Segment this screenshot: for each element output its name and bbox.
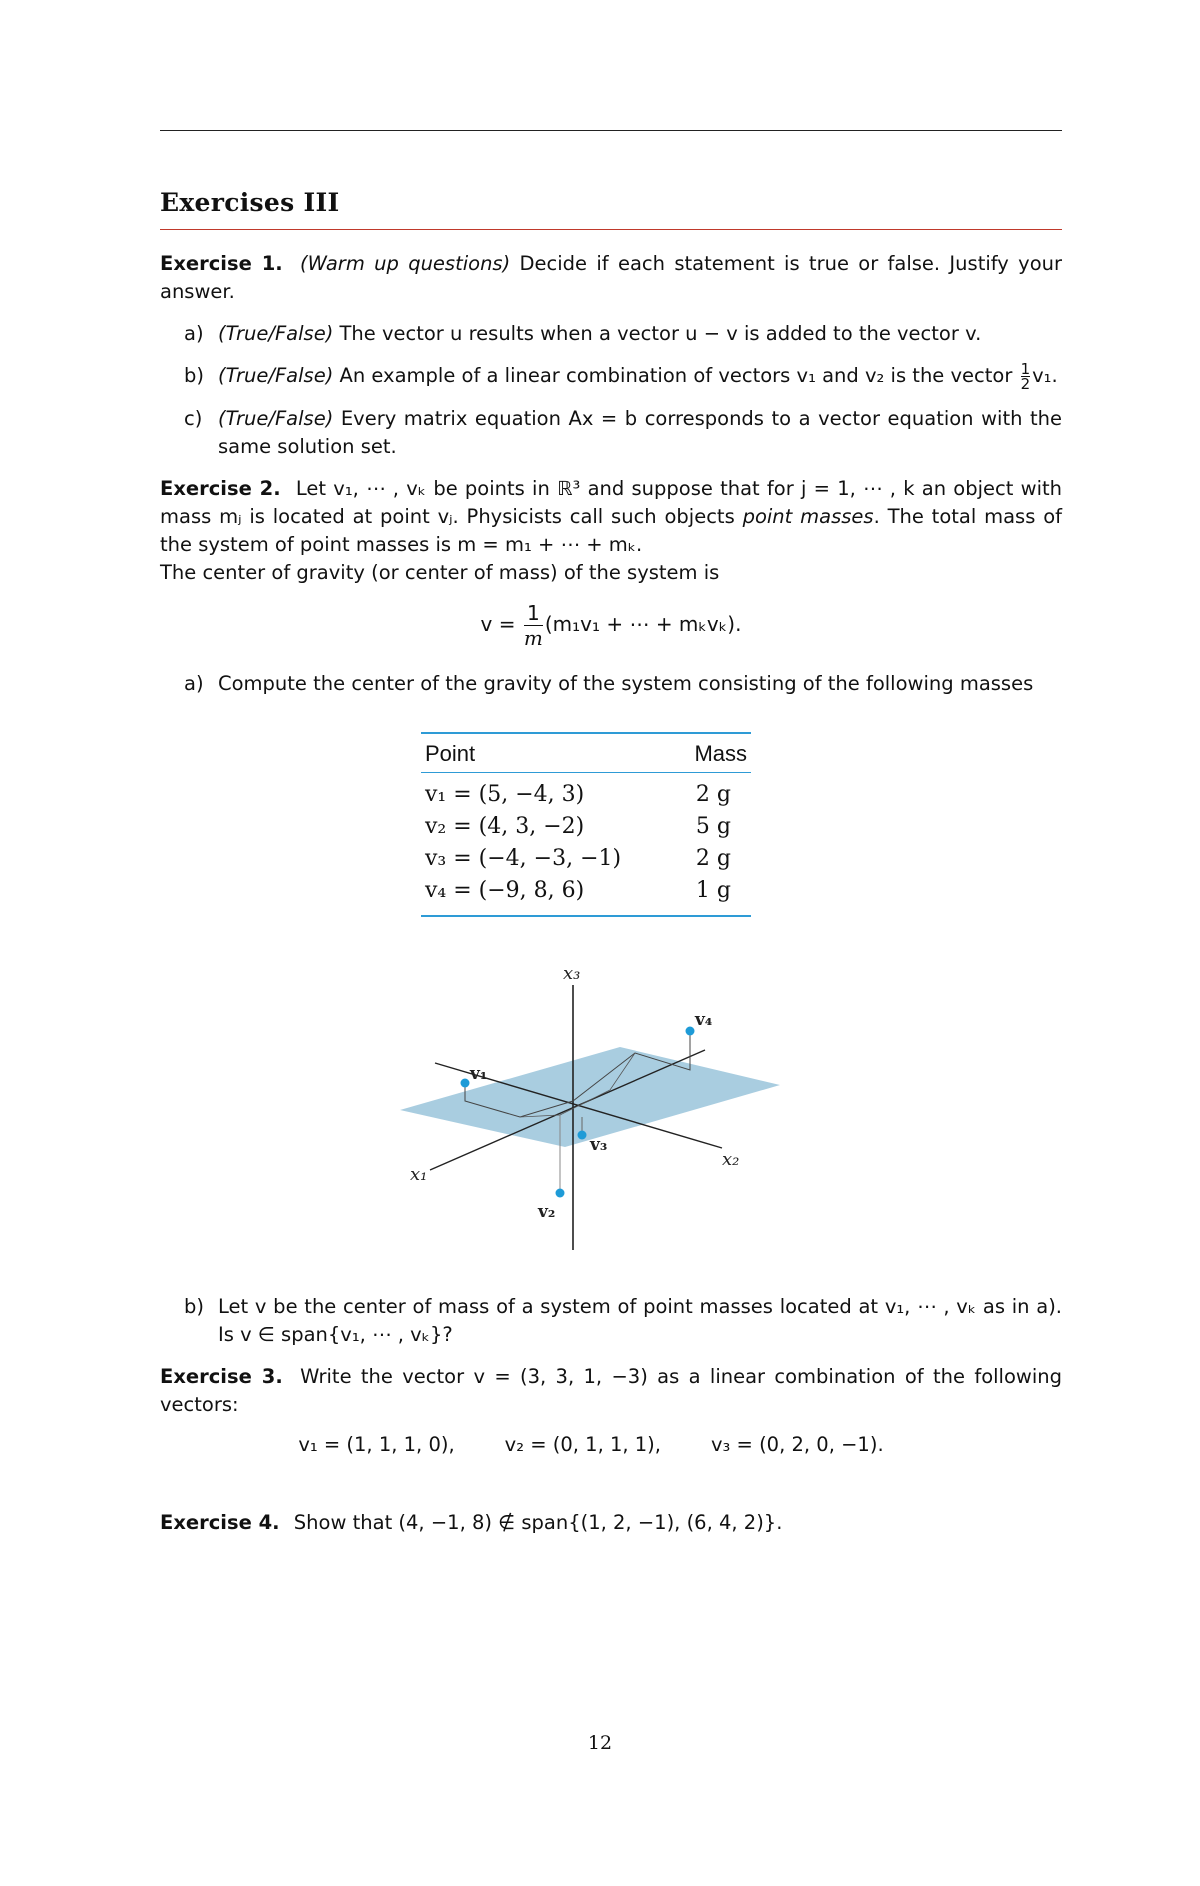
point-v4 — [686, 1027, 695, 1036]
item-text: Every matrix equation Ax = b corresponds to a vector equation with the same solution set. — [218, 407, 1062, 458]
item-tag: (True/False) — [218, 364, 334, 387]
exercise-1-item-b — [160, 362, 1062, 391]
equation-denominator: m — [523, 626, 543, 650]
table-row — [421, 875, 751, 916]
item-text: Compute the center of the gravity of the system consisting of the following masses — [218, 672, 1034, 695]
item-tag: (True/False) — [218, 407, 334, 430]
section-title-rule — [160, 229, 1062, 230]
item-label: b) — [184, 1295, 204, 1318]
exercise-3 — [160, 1363, 1062, 1459]
vector-v3: v₃ = (0, 2, 0, −1). — [710, 1433, 884, 1456]
exercise-2-text-c: The center of gravity (or center of mass) of the system is — [160, 561, 720, 584]
exercise-2-text-b: . The total mass of the system of point masses is m = m₁ + ⋯ + mₖ. — [160, 505, 1062, 556]
item-text-after: v₁. — [1032, 364, 1058, 387]
column-header-mass: Mass — [675, 733, 751, 773]
exercise-1-item-c — [160, 405, 1062, 461]
fraction — [1021, 362, 1031, 391]
table-header-row — [421, 733, 751, 773]
point-v3 — [578, 1131, 587, 1140]
center-of-gravity-equation — [160, 601, 1062, 650]
exercise-2-part-b — [160, 1293, 1062, 1349]
exercise-2-emphasis: point masses — [742, 505, 874, 528]
table-row — [421, 773, 751, 812]
point-cell: v₃ = (−4, −3, −1) — [425, 846, 622, 871]
table-row — [421, 843, 751, 875]
axis-label-x3: x₃ — [563, 963, 581, 984]
point-label-v3: v₃ — [590, 1135, 608, 1155]
fraction-denominator: 2 — [1020, 375, 1031, 393]
item-text: The vector u results when a vector u − v is added to the vector v. — [339, 322, 982, 345]
exercises-body — [160, 250, 1062, 1537]
point-v2 — [556, 1189, 565, 1198]
table-row — [421, 811, 751, 843]
point-cell: v₂ = (4, 3, −2) — [425, 814, 585, 839]
equation-fraction — [524, 601, 543, 650]
exercise-1-text: Decide if each statement is true or false. Justify your answer. — [160, 252, 1062, 303]
mass-table — [421, 732, 751, 917]
point-label-v2: v₂ — [538, 1202, 556, 1222]
item-tag: (True/False) — [218, 322, 334, 345]
point-cell: v₁ = (5, −4, 3) — [425, 782, 585, 807]
exercise-1-label: Exercise 1. — [160, 252, 283, 275]
exercise-3-label: Exercise 3. — [160, 1365, 283, 1388]
item-text: Let v be the center of mass of a system of point masses located at v₁, ⋯ , vₖ as in a). Is v ∈ span{v₁, ⋯ , vₖ}? — [218, 1295, 1062, 1346]
exercise-3-text: Write the vector v = (3, 3, 1, −3) as a linear combination of the following vectors: — [160, 1365, 1062, 1416]
point-masses-diagram — [400, 955, 860, 1255]
mass-cell: 1 g — [695, 878, 731, 903]
exercise-2 — [160, 475, 1062, 1349]
axis-label-x2: x₂ — [722, 1149, 740, 1170]
mass-cell: 2 g — [695, 846, 731, 871]
point-label-v1: v₁ — [470, 1064, 488, 1084]
item-label: c) — [184, 407, 203, 430]
exercise-2-label: Exercise 2. — [160, 477, 281, 500]
exercise-2-item-a — [160, 670, 1062, 698]
item-label: b) — [184, 364, 204, 387]
section-title: Exercises III — [160, 188, 340, 217]
point-masses-figure — [160, 955, 1062, 1255]
column-header-point: Point — [421, 733, 675, 773]
xy-plane — [400, 1047, 780, 1147]
axis-label-x1: x₁ — [410, 1164, 428, 1185]
mass-cell: 5 g — [695, 814, 731, 839]
mass-table-wrapper — [160, 732, 1062, 917]
item-label: a) — [184, 322, 204, 345]
equation-rhs: (m₁v₁ + ⋯ + mₖvₖ). — [544, 612, 742, 636]
item-label: a) — [184, 672, 204, 695]
exercise-4-label: Exercise 4. — [160, 1511, 280, 1534]
exercise-3-vectors — [160, 1431, 1062, 1459]
equation-numerator: 1 — [526, 601, 540, 625]
exercise-2-part-a — [160, 670, 1062, 698]
exercise-2-item-b — [160, 1293, 1062, 1349]
top-rule — [160, 130, 1062, 131]
vector-v1: v₁ = (1, 1, 1, 0), — [298, 1433, 455, 1456]
exercise-4-text: Show that (4, −1, 8) ∉ span{(1, 2, −1), (6, 4, 2)}. — [293, 1511, 783, 1534]
exercise-1 — [160, 250, 1062, 461]
exercise-1-tag: (Warm up questions) — [300, 252, 511, 275]
exercise-1-items — [160, 320, 1062, 461]
mass-cell: 2 g — [695, 782, 731, 807]
exercise-1-item-a — [160, 320, 1062, 348]
fraction-numerator: 1 — [1020, 360, 1031, 378]
vector-v2: v₂ = (0, 1, 1, 1), — [504, 1433, 661, 1456]
item-text: An example of a linear combination of vectors v₁ and v₂ is the vector — [339, 364, 1013, 387]
exercise-2-text-a: Let v₁, ⋯ , vₖ be points in ℝ³ and suppose that for j = 1, ⋯ , k an object with mass mⱼ is located at point vⱼ. Physicists call such objects — [160, 477, 1062, 528]
page-number: 12 — [587, 1732, 613, 1754]
point-v1 — [461, 1079, 470, 1088]
point-cell: v₄ = (−9, 8, 6) — [425, 878, 585, 903]
equation-lhs: v = — [480, 612, 516, 636]
exercise-4 — [160, 1509, 1062, 1537]
point-label-v4: v₄ — [695, 1010, 713, 1030]
